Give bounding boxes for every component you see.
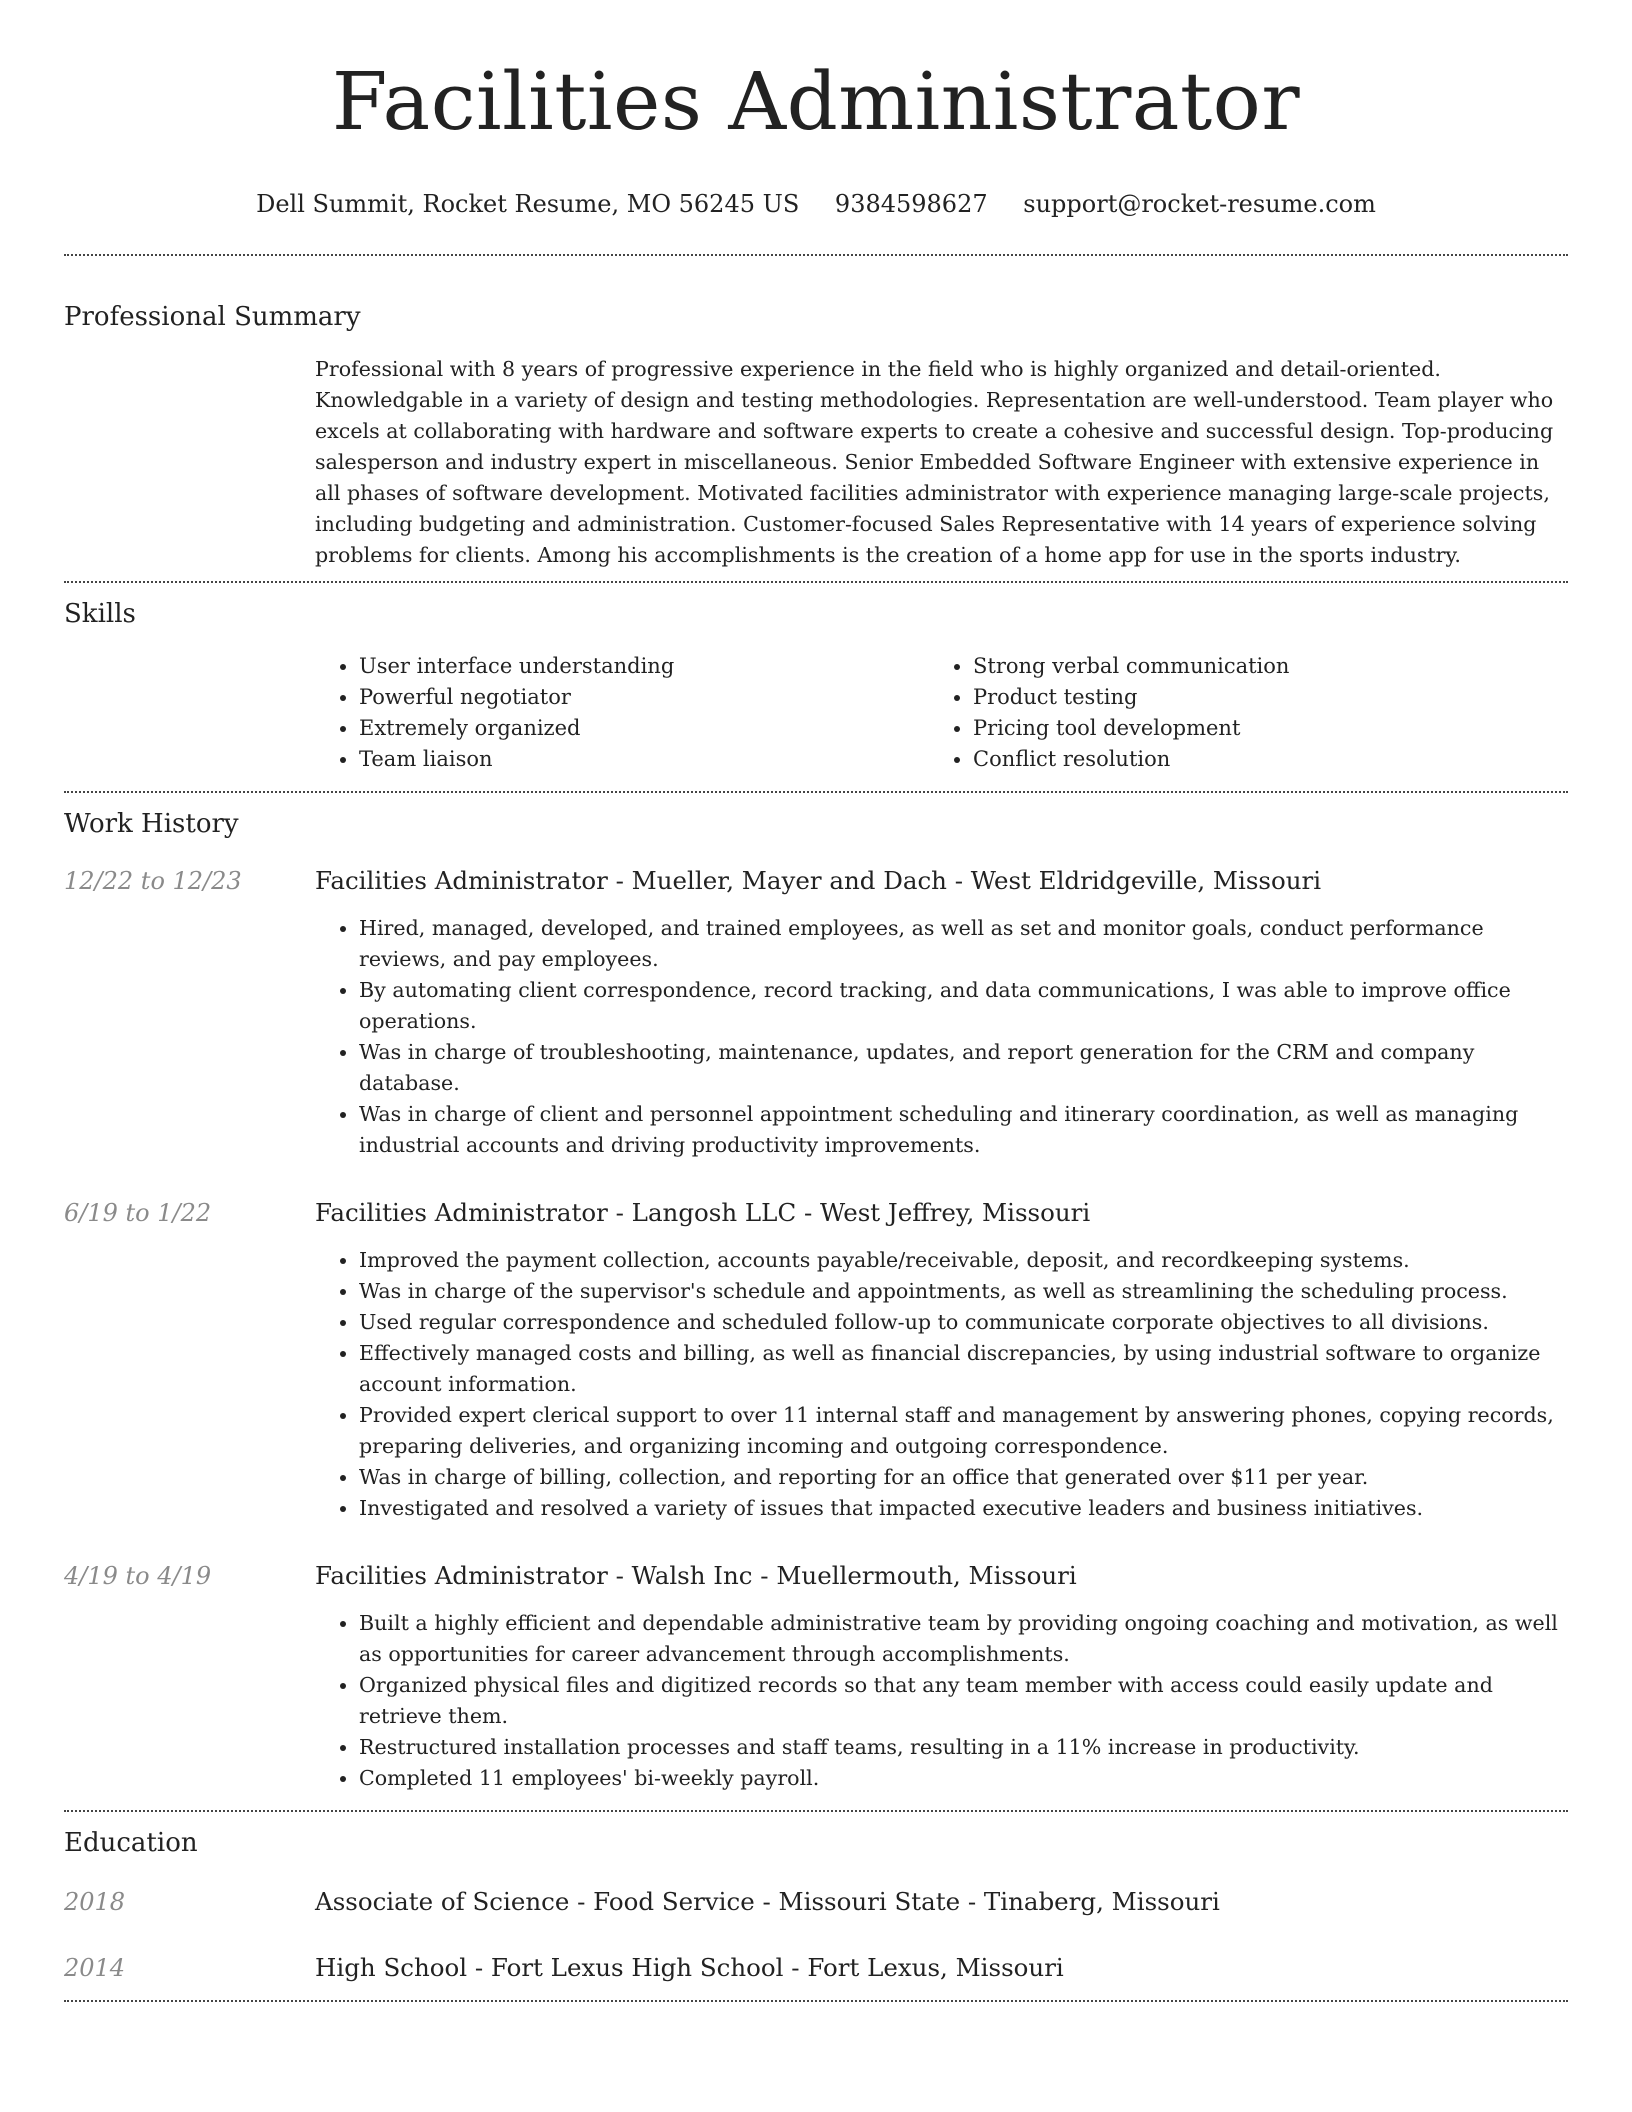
job-dates: 6/19 to 1/22 [64, 1199, 212, 1227]
job-bullet: • Provided expert clerical support to over 11 internal staff and management by answering phones, copying records, preparing deliveries, and organizing incoming and outgoing correspondence. [359, 1400, 1568, 1462]
job-bullet: • Investigated and resolved a variety of issues that impacted executive leaders and business initiatives. [359, 1493, 1568, 1524]
job-bullet: • Completed 11 employees' bi-weekly payroll. [359, 1763, 1568, 1794]
summary-section-title: Professional Summary [64, 302, 361, 332]
job-dates: 12/22 to 12/23 [64, 867, 242, 895]
section-divider [64, 2000, 1568, 2002]
job-heading: Facilities Administrator - Walsh Inc - Muellermouth, Missouri [315, 1561, 1077, 1590]
job-entry [64, 1560, 1568, 1794]
job-bullet: • Was in charge of client and personnel appointment scheduling and itinerary coordination, as well as managing industrial accounts and driving productivity improvements. [359, 1099, 1568, 1161]
job-heading: Facilities Administrator - Langosh LLC - West Jeffrey, Missouri [315, 1198, 1091, 1227]
work-section-title: Work History [64, 809, 239, 839]
job-bullets [315, 913, 1568, 1161]
job-bullet: • Was in charge of troubleshooting, maintenance, updates, and report generation for the CRM and company database. [359, 1037, 1568, 1099]
education-year: 2018 [64, 1888, 126, 1916]
skill-item: • Conflict resolution [973, 744, 1543, 775]
education-heading: Associate of Science - Food Service - Missouri State - Tinaberg, Missouri [315, 1887, 1220, 1916]
job-bullet: • Built a highly efficient and dependable administrative team by providing ongoing coaching and motivation, as well as opportunities for career advancement through accomplishments. [359, 1608, 1568, 1670]
job-bullet: • Improved the payment collection, accounts payable/receivable, deposit, and recordkeeping systems. [359, 1245, 1568, 1276]
job-bullet: • Was in charge of the supervisor's schedule and appointments, as well as streamlining the scheduling process. [359, 1276, 1568, 1307]
education-list [64, 1886, 1568, 2000]
job-bullet: • By automating client correspondence, record tracking, and data communications, I was able to improve office operations. [359, 975, 1568, 1037]
job-heading: Facilities Administrator - Mueller, Mayer and Dach - West Eldridgeville, Missouri [315, 866, 1322, 895]
section-divider [64, 581, 1568, 583]
contact-email: support@rocket-resume.com [1023, 190, 1376, 218]
contact-address: Dell Summit, Rocket Resume, MO 56245 US [256, 190, 800, 218]
job-bullet: • Used regular correspondence and scheduled follow-up to communicate corporate objectives to all divisions. [359, 1307, 1568, 1338]
skill-item: • Extremely organized [359, 713, 929, 744]
job-bullet: • Was in charge of billing, collection, and reporting for an office that generated over $11 per year. [359, 1462, 1568, 1493]
job-dates: 4/19 to 4/19 [64, 1562, 212, 1590]
education-entry [64, 1886, 1568, 1918]
skill-item: • Pricing tool development [973, 713, 1543, 744]
work-history-list [64, 865, 1568, 1810]
job-bullet: • Effectively managed costs and billing, as well as financial discrepancies, by using industrial software to organize account information. [359, 1338, 1568, 1400]
skill-item: • Product testing [973, 682, 1543, 713]
resume-name: Facilities Administrator [331, 55, 1301, 148]
job-entry [64, 865, 1568, 1161]
job-bullets [315, 1245, 1568, 1524]
skills-column-right [929, 651, 1543, 775]
education-heading: High School - Fort Lexus High School - Fort Lexus, Missouri [315, 1953, 1064, 1982]
skill-item: • Team liaison [359, 744, 929, 775]
education-year: 2014 [64, 1954, 126, 1982]
contact-line [64, 188, 1568, 220]
contact-phone: 9384598627 [834, 190, 988, 218]
job-bullet: • Restructured installation processes and staff teams, resulting in a 11% increase in productivity. [359, 1732, 1568, 1763]
job-bullet: • Organized physical files and digitized records so that any team member with access could easily update and retrieve them. [359, 1670, 1568, 1732]
skill-item: • Strong verbal communication [973, 651, 1543, 682]
education-section-title: Education [64, 1828, 198, 1858]
job-bullet: • Hired, managed, developed, and trained employees, as well as set and monitor goals, conduct performance reviews, and pay employees. [359, 913, 1568, 975]
summary-text: Professional with 8 years of progressive experience in the field who is highly organized and detail-oriented. Knowledgable in a variety of design and testing methodologies. Representation are well-understood. Team player who excels at collaborating with hardware and software experts to create a cohesive and successful design. Top-producing salesperson and industry expert in miscellaneous. Senior Embedded Software Engineer with extensive experience in all phases of software development. Motivated facilities administrator with experience managing large-scale projects, including budgeting and administration. Customer-focused Sales Representative with 14 years of experience solving problems for clients. Among his accomplishments is the creation of a home app for use in the sports industry. [315, 357, 1554, 567]
skills-section-title: Skills [64, 599, 136, 629]
job-entry [64, 1197, 1568, 1524]
section-divider [64, 254, 1568, 256]
job-bullets [315, 1608, 1568, 1794]
skill-item: • Powerful negotiator [359, 682, 929, 713]
skill-item: • User interface understanding [359, 651, 929, 682]
section-divider [64, 1810, 1568, 1812]
skills-column-left [315, 651, 929, 775]
section-divider [64, 791, 1568, 793]
education-entry [64, 1952, 1568, 1984]
skills-list [315, 651, 1568, 791]
